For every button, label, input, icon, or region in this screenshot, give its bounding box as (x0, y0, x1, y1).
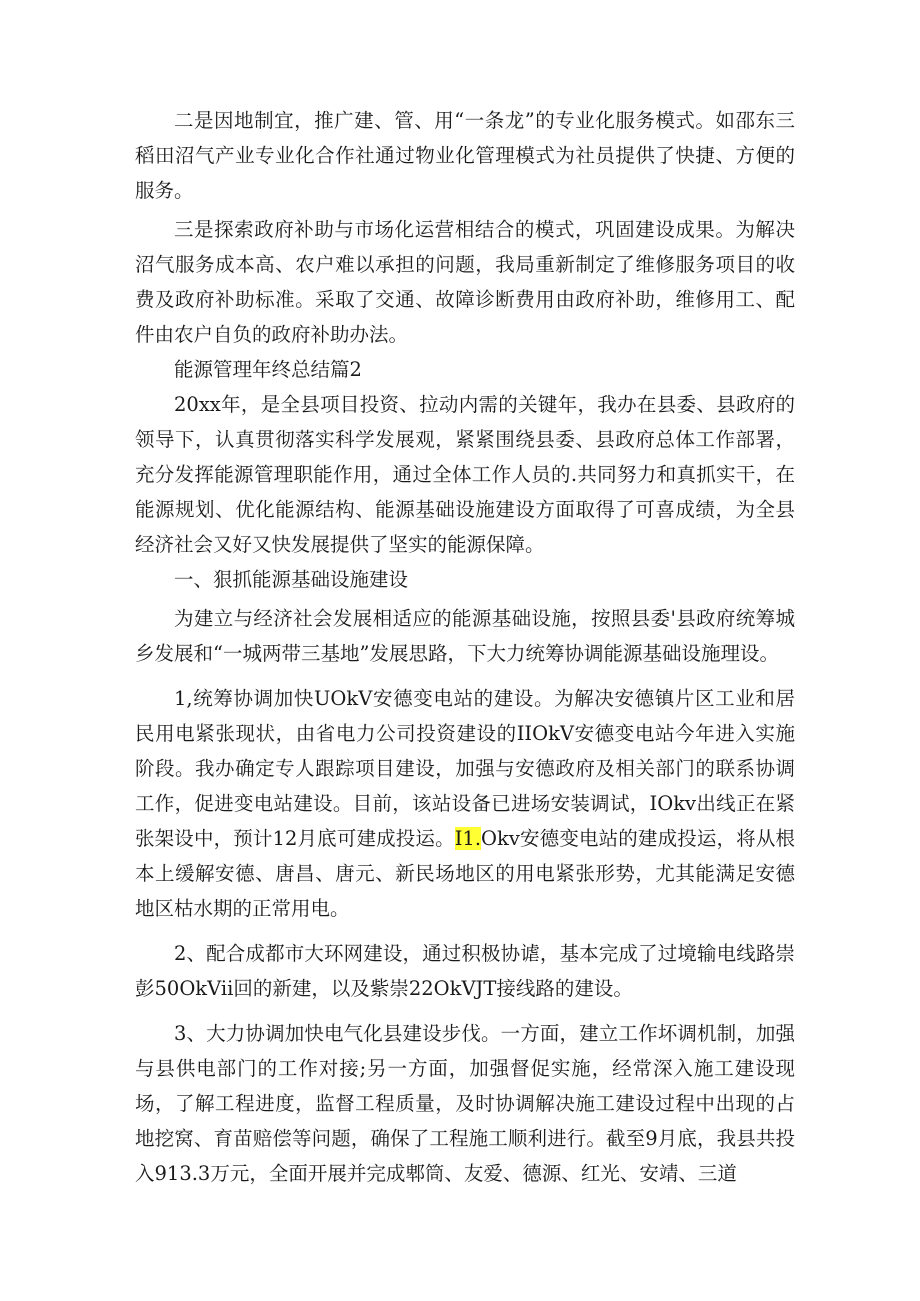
paragraph-3: 20xx年，是全县项目投资、拉动内需的关键年，我办在县委、县政府的领导下，认真贯彻落实科学发展观，紧紧围绕县委、县政府总体工作部署，充分发挥能源管理职能作用，通过全体工作人员的.共同努力和真抓实干，在能源规划、优化能源结构、能源基础设施建设方面取得了可喜成绩，为全县经济社会又好又快发展提供了坚实的能源保障。 (135, 393, 795, 556)
paragraph-7: 3、大力协调加快电气化县建设步伐。一方面，建立工作坏调机制，加强与县供电部门的工作对接;另一方面，加强督促实施，经常深入施工建设现场，了解工程进度，监督工程质量，及时协调解决施工建设过程中出现的占地挖窝、育苗赔偿等问题，确保了工程施工顺利进行。截至9月底，我县共投入913.3万元，全面开展并完成郫筒、友爱、德源、红光、安靖、三道 (135, 1022, 795, 1185)
paragraph-5-part-b: Okv安德变电站的建成投运，将从根本上缓解安德、唐昌、唐元、新民场地区的用电紧张形势，尤其能满足安德地区枯水期的正常用电。 (135, 827, 795, 920)
paragraph-4: 为建立与经济社会发展相适应的能源基础设施，按照县委'县政府统筹城乡发展和“一城两带三基地”发展思路，下大力统筹协调能源基础设施理设。 (135, 607, 795, 665)
highlighted-text: I1. (454, 827, 482, 850)
paragraph-5-part-a: 1,统筹协调加快UOkV安德变电站的建设。为解决安德镇片区工业和居民用电紧张现状，由省电力公司投资建设的IIOkV安德变电站今年进入实施阶段。我办确定专人跟踪项目建设，加强与安德政府及相关部门的联系协调工作，促进变电站建设。目前，该站设备已进场安装调试，IOkv出线正在紧张架设中，预计12月底可建成投运。 (135, 687, 795, 850)
paragraph-6: 2、配合成都市大环网建设，通过积极协谑，基本完成了过境输电线路崇彭50OkVii回的新建，以及紫崇22OkVJT接线路的建设。 (135, 942, 795, 1000)
paragraph-1: 二是因地制宜，推广建、管、用“一条龙”的专业化服务模式。如邵东三稻田沼气产业专业化合作社通过物业化管理模式为社员提供了快捷、方便的服务。 (135, 109, 795, 202)
paragraph-2: 三是探索政府补助与市场化运营相结合的模式，巩固建设成果。为解决沼气服务成本高、农户难以承担的问题，我局重新制定了维修服务项目的收费及政府补助标准。采取了交通、故障诊断费用由政府补助，维修用工、配件由农户自负的政府补助办法。 (135, 218, 795, 346)
paragraph-5 (135, 681, 795, 926)
section-heading-1: 一、狠抓能源基础设施建设 (174, 568, 409, 591)
section-title: 能源管理年终总结篇2 (174, 358, 362, 381)
document-body (135, 103, 795, 1191)
